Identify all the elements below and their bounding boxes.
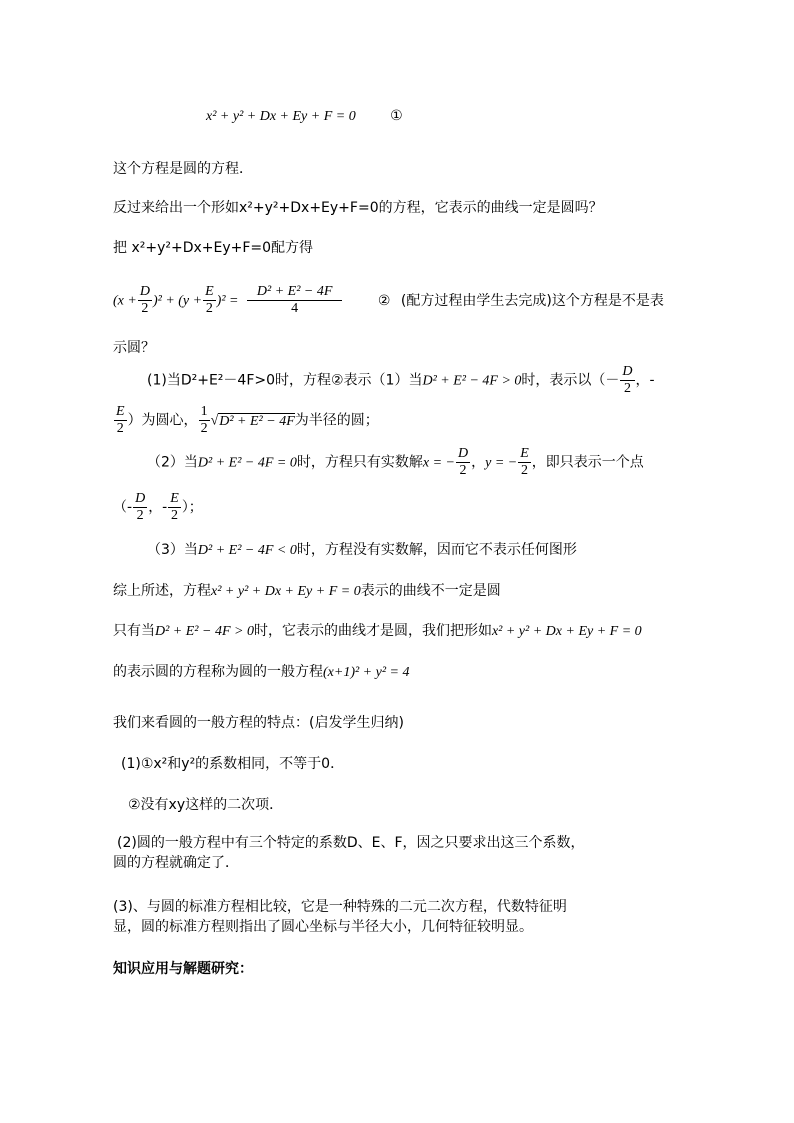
paragraph-6-text-a: 只有当: [113, 623, 155, 639]
case-1-half: [199, 404, 210, 437]
case-1-fraction-d-num: D: [622, 364, 633, 379]
case-2-point-d-num: D: [135, 491, 146, 506]
eq2-fraction-d-den: 2: [141, 301, 149, 316]
case-2-point-e-den: 2: [171, 508, 179, 523]
case-2-text-a: （2）当: [147, 454, 198, 471]
eq2-fraction-d-num: D: [139, 284, 150, 299]
case-1-text-c: ）为圆心，: [127, 412, 198, 429]
case-1-sep: ，-: [635, 372, 655, 389]
case-2-comma: ，: [471, 454, 486, 471]
eq2-rhs-fraction: [247, 284, 343, 317]
case-3-condition: D² + E² − 4F < 0: [197, 543, 297, 558]
case-1-half-den: 2: [200, 421, 208, 436]
feature-2-line-1: (2)圆的一般方程中有三个特定的系数D、E、F，因之只要求出这三个系数，: [117, 835, 585, 851]
paragraph-5-text-a: 综上所述，方程: [113, 583, 211, 599]
case-3: [147, 540, 577, 561]
case-1-fraction-e: [114, 404, 127, 437]
case-2-fraction-e: [518, 446, 531, 479]
case-2-condition: D² + E² − 4F = 0: [197, 455, 297, 471]
sqrt-icon: √: [210, 413, 219, 429]
paragraph-1: 这个方程是圆的方程．: [113, 161, 253, 177]
case-2-fraction-e-den: 2: [521, 463, 528, 478]
equation-2-text: (配方过程由学生去完成)这个方程是不是表: [400, 292, 664, 309]
case-1-fraction-d: [620, 364, 634, 397]
paragraph-5-equation: x² + y² + Dx + Ey + F = 0: [211, 584, 361, 599]
case-2-point-open: （-: [113, 499, 133, 516]
section-heading: 知识应用与解题研究：: [113, 961, 253, 977]
feature-3-line-2: 显，圆的标准方程则指出了圆心坐标与半径大小，几何特征较明显。: [113, 919, 533, 935]
paragraph-5: [113, 581, 501, 602]
case-2-text-c: ，即只表示一个点: [531, 454, 644, 471]
case-2-point-sep: ，-: [148, 499, 168, 516]
paragraph-4: 示圆？: [113, 340, 155, 356]
case-1-text-a: (1)当D²+E²－4F>0时，方程②表示（1）当: [147, 372, 423, 389]
case-1-line-1: [147, 364, 655, 397]
case-1-condition: D² + E² − 4F > 0: [422, 373, 522, 389]
case-2-point-d-den: 2: [136, 508, 144, 523]
case-1-half-num: 1: [200, 404, 208, 419]
feature-1: (1)①x²和y²的系数相同，不等于0．: [121, 756, 345, 772]
case-2-y-eq: y = −: [485, 455, 518, 471]
case-3-text-a: （3）当: [147, 542, 198, 558]
feature-3-line-1: (3)、与圆的标准方程相比较，它是一种特殊的二元二次方程，代数特征明: [113, 899, 567, 915]
equation-2: [113, 284, 664, 317]
equation-1: [206, 106, 403, 127]
eq2-part2: )² + (y +: [152, 293, 203, 309]
case-1-fraction-e-den: 2: [116, 421, 124, 436]
case-2-point-e-num: E: [170, 491, 179, 506]
paragraph-8: 我们来看圆的一般方程的特点：(启发学生归纳): [113, 715, 404, 731]
eq2-fraction-e: [203, 284, 216, 317]
feature-1b: ②没有xy这样的二次项．: [128, 797, 284, 813]
case-2-fraction-d-den: 2: [459, 463, 467, 478]
paragraph-7-text: 的表示圆的方程称为圆的一般方程: [113, 664, 323, 680]
case-1-fraction-e-num: E: [116, 404, 125, 419]
case-2-line-2: [113, 491, 203, 524]
paragraph-7-equation: (x+1)² + y² = 4: [323, 665, 410, 680]
equation-1-number: ①: [390, 108, 403, 124]
eq2-fraction-e-num: E: [205, 284, 214, 299]
paragraph-6: [113, 621, 642, 642]
case-2-line-1: [147, 446, 644, 479]
case-2-x-eq: x = −: [422, 455, 455, 471]
case-1-fraction-d-den: 2: [623, 381, 631, 396]
eq2-part1: (x +: [113, 293, 137, 309]
case-1-text-d: 为半径的圆；: [294, 412, 379, 429]
case-3-text-b: 时，方程没有实数解，因而它不表示任何图形: [296, 542, 577, 558]
paragraph-6-equation: x² + y² + Dx + Ey + F = 0: [491, 624, 642, 639]
case-2-fraction-d-num: D: [457, 446, 469, 461]
paragraph-2: 反过来给出一个形如x²+y²+Dx+Ey+F=0的方程，它表示的曲线一定是圆吗？: [113, 200, 603, 216]
eq2-part3: )² =: [216, 293, 239, 309]
equation-1-formula: x² + y² + Dx + Ey + F = 0: [206, 109, 356, 124]
eq2-rhs-num: D² + E² − 4F: [247, 284, 343, 301]
case-2-point-close: ）；: [181, 499, 203, 516]
eq2-fraction-d: [138, 284, 152, 317]
paragraph-6-condition: D² + E² − 4F > 0: [155, 624, 254, 639]
paragraph-3: 把 x²+y²+Dx+Ey+F=0配方得: [113, 240, 314, 256]
paragraph-5-text-b: 表示的曲线不一定是圆: [360, 583, 501, 599]
paragraph-7: [113, 662, 410, 683]
equation-2-number: ②: [377, 292, 391, 309]
case-1-text-b: 时，表示以（－: [521, 372, 620, 389]
eq2-rhs-den: 4: [291, 301, 299, 316]
case-2-point-fraction-d: [133, 491, 147, 524]
case-2-point-fraction-e: [168, 491, 181, 524]
feature-2-line-2: 圆的方程就确定了．: [113, 855, 239, 871]
case-1-radicand: D² + E² − 4F: [219, 413, 295, 429]
paragraph-6-text-b: 时，它表示的曲线才是圆，我们把形如: [253, 623, 492, 639]
case-2-fraction-e-num: E: [520, 446, 529, 461]
case-2-text-b: 时，方程只有实数解: [296, 454, 423, 471]
case-2-fraction-d: [456, 446, 470, 479]
eq2-fraction-e-den: 2: [205, 301, 213, 316]
case-1-line-2: [113, 404, 379, 437]
